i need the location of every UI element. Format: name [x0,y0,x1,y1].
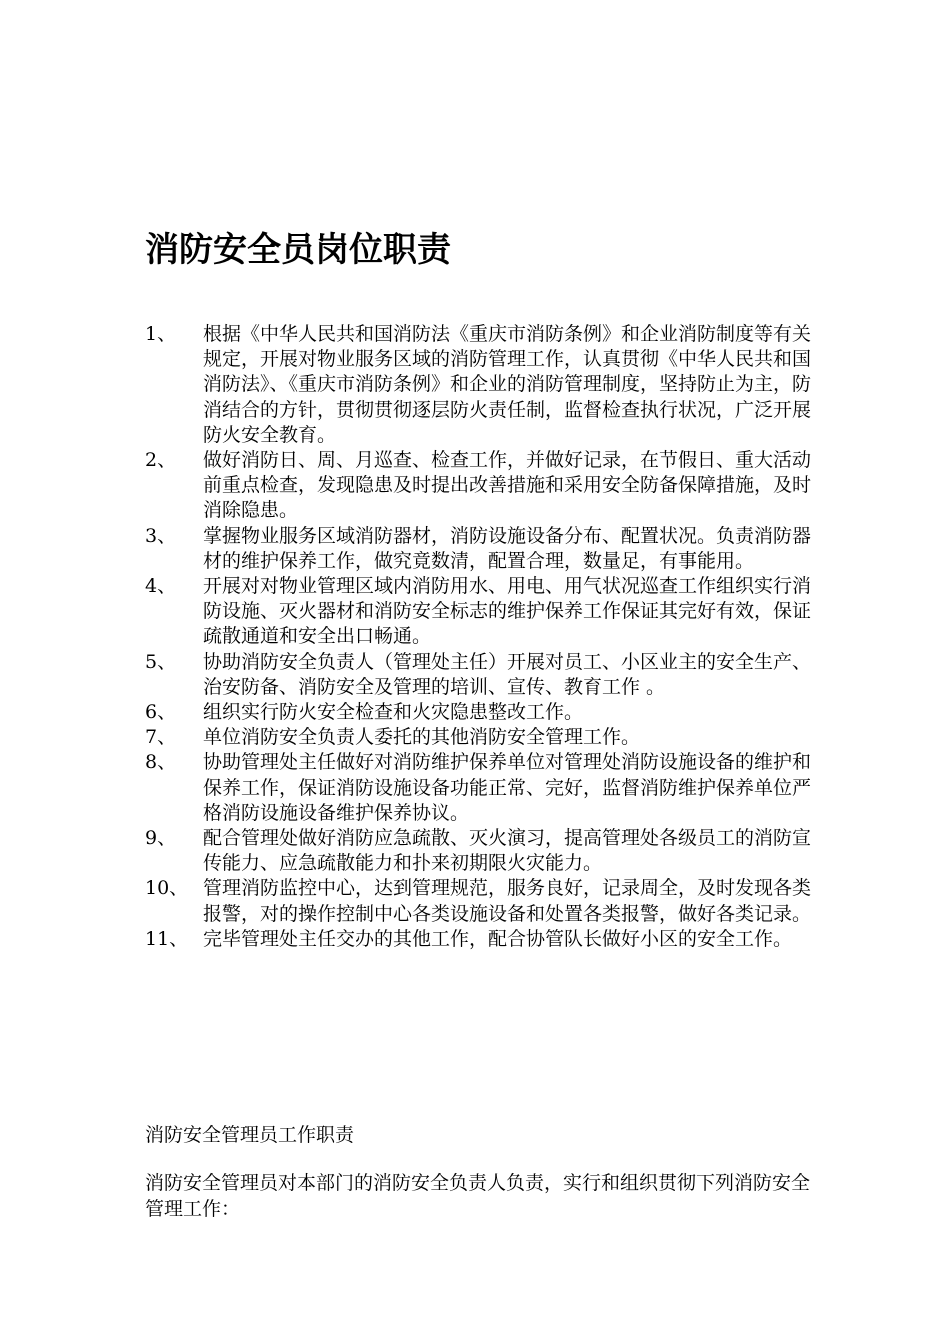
duty-number: 4、 [145,575,177,598]
duty-text: 掌握物业服务区域消防器材，消防设施设备分布、配置状况。负责消防器材的维护保养工作，做究竟数清，配置合理，数量足，有事能用。 [203,524,812,572]
duty-text: 根据《中华人民共和国消防法《重庆市消防条例》和企业消防制度等有关规定，开展对物业服务区域的消防管理工作，认真贯彻《中华人民共和国消防法》、《重庆市消防条例》和企业的消防管理制度，坚持防止为主，防消结合的方针，贯彻贯彻逐层防火责任制，监督检查执行状况，广泛开展防火安全教育。 [203,323,812,446]
duty-item-9 [145,826,825,876]
duty-text: 完毕管理处主任交办的其他工作，配合协管队长做好小区的安全工作。 [203,927,793,950]
duty-number: 9、 [145,827,177,850]
duty-number: 6、 [145,701,177,724]
duty-number: 2、 [145,449,177,472]
section-title: 消防安全管理员工作职责 [145,1124,355,1146]
duty-number: 5、 [145,650,177,673]
duty-text: 协助消防安全负责人（管理处主任）开展对员工、小区业主的安全生产、治安防备、消防安全及管理的培训、宣传、教育工作 。 [203,650,812,698]
duty-number: 10、 [145,877,189,900]
duty-number: 8、 [145,751,177,774]
duty-item-1 [145,322,825,448]
duty-item-4 [145,574,825,650]
duty-text: 管理消防监控中心，达到管理规范，服务良好，记录周全，及时发现各类报警，对的操作控制中心各类设施设备和处置各类报警，做好各类记录。 [203,877,812,925]
duty-item-11 [145,927,825,952]
duty-item-2 [145,448,825,524]
duty-item-7 [145,725,825,750]
duty-number: 11、 [145,927,189,950]
section-intro-paragraph: 消防安全管理员对本部门的消防安全负责人负责，实行和组织贯彻下列消防安全管理工作： [145,1172,811,1220]
duty-number: 3、 [145,524,177,547]
duty-text: 组织实行防火安全检查和火灾隐患整改工作。 [203,701,584,724]
duty-text: 单位消防安全负责人委托的其他消防安全管理工作。 [203,726,641,749]
duty-item-8 [145,750,825,826]
duty-item-6 [145,700,825,725]
duty-item-5 [145,650,825,700]
duty-number: 7、 [145,726,177,749]
duty-text: 开展对对物业管理区域内消防用水、用电、用气状况巡查工作组织实行消防设施、灭火器材和消防安全标志的维护保养工作保证其完好有效，保证疏散通道和安全出口畅通。 [203,575,812,648]
duty-text: 配合管理处做好消防应急疏散、灭火演习，提高管理处各级员工的消防宣传能力、应急疏散能力和扑来初期限火灾能力。 [203,827,812,875]
document-title: 消防安全员岗位职责 [145,230,451,270]
duty-item-10 [145,876,825,926]
duty-item-3 [145,524,825,574]
duty-list [145,322,825,952]
duty-text: 协助管理处主任做好对消防维护保养单位对管理处消防设施设备的维护和保养工作，保证消防设施设备功能正常、完好，监督消防维护保养单位严格消防设施设备维护保养协议。 [203,751,812,824]
duty-text: 做好消防日、周、月巡查、检查工作，并做好记录，在节假日、重大活动前重点检查，发现隐患及时提出改善措施和采用安全防备保障措施，及时消除隐患。 [203,449,812,522]
duty-number: 1、 [145,323,177,345]
